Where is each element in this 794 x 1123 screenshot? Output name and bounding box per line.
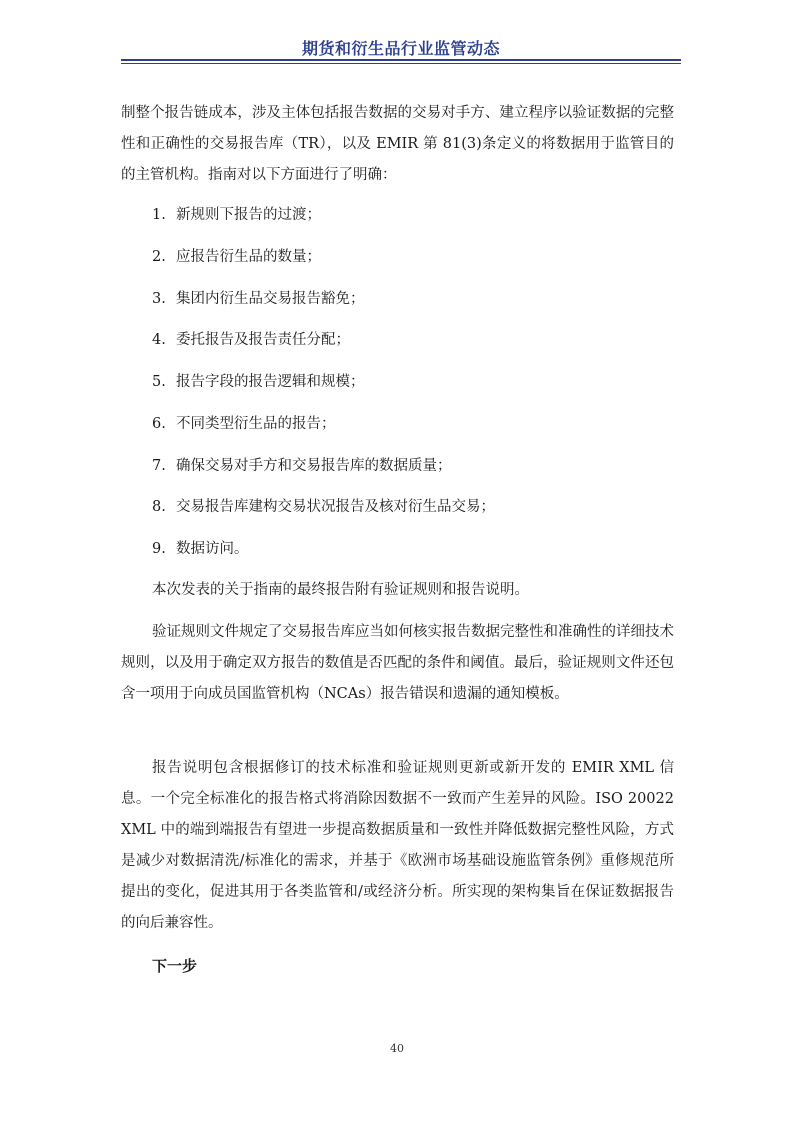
running-header-title: 期货和衍生品行业监管动态: [301, 39, 500, 58]
header-rule-thick: [121, 59, 681, 61]
list-item: 3. 集团内衍生品交易报告豁免；: [152, 291, 365, 307]
list-item: 9. 数据访问。: [152, 541, 249, 557]
list-item: 7. 确保交易对手方和交易报告库的数据质量；: [152, 458, 452, 474]
list-item: 5. 报告字段的报告逻辑和规模；: [152, 374, 365, 390]
list-item: 6. 不同类型衍生品的报告；: [152, 416, 336, 432]
reporting-instructions-paragraph: 报告说明包含根据修订的技术标准和验证规则更新或新开发的 EMIR XML 信息。一个完全标准化的报告格式将消除因数据不一致而产生差异的风险。ISO 20022 XML 中的端到端报告有望进一步提高数据质量和一致性并降低数据完整性风险，方式是减少对数据清洗/标准化的需求，并基于《欧洲市场基础设施监管条例》重修规范所提出的变化，促进其用于各类监管和/或经济分析。所实现的架构集旨在保证数据报告的向后兼容性。: [121, 760, 674, 931]
header-rule-thin: [121, 63, 681, 64]
next-steps-heading: 下一步: [152, 957, 198, 975]
list-item: 8. 交易报告库建构交易状况报告及核对衍生品交易；: [152, 499, 495, 515]
list-item: 2. 应报告衍生品的数量；: [152, 249, 321, 265]
list-item: 4. 委托报告及报告责任分配；: [152, 332, 350, 348]
final-report-paragraph: 本次发表的关于指南的最终报告附有验证规则和报告说明。: [152, 582, 529, 598]
page-number: 40: [390, 1042, 404, 1055]
validation-rules-paragraph: 验证规则文件规定了交易报告库应当如何核实报告数据完整性和准确性的详细技术规则，以及用于确定双方报告的数值是否匹配的条件和阈值。最后，验证规则文件还包含一项用于向成员国监管机构（NCAs）报告错误和遗漏的通知模板。: [121, 624, 674, 702]
intro-paragraph: 制整个报告链成本，涉及主体包括报告数据的交易对手方、建立程序以验证数据的完整性和正确性的交易报告库（TR），以及 EMIR 第 81(3)条定义的将数据用于监管目的的主管机构。指南对以下方面进行了明确：: [121, 105, 674, 183]
list-item: 1. 新规则下报告的过渡；: [152, 207, 321, 223]
